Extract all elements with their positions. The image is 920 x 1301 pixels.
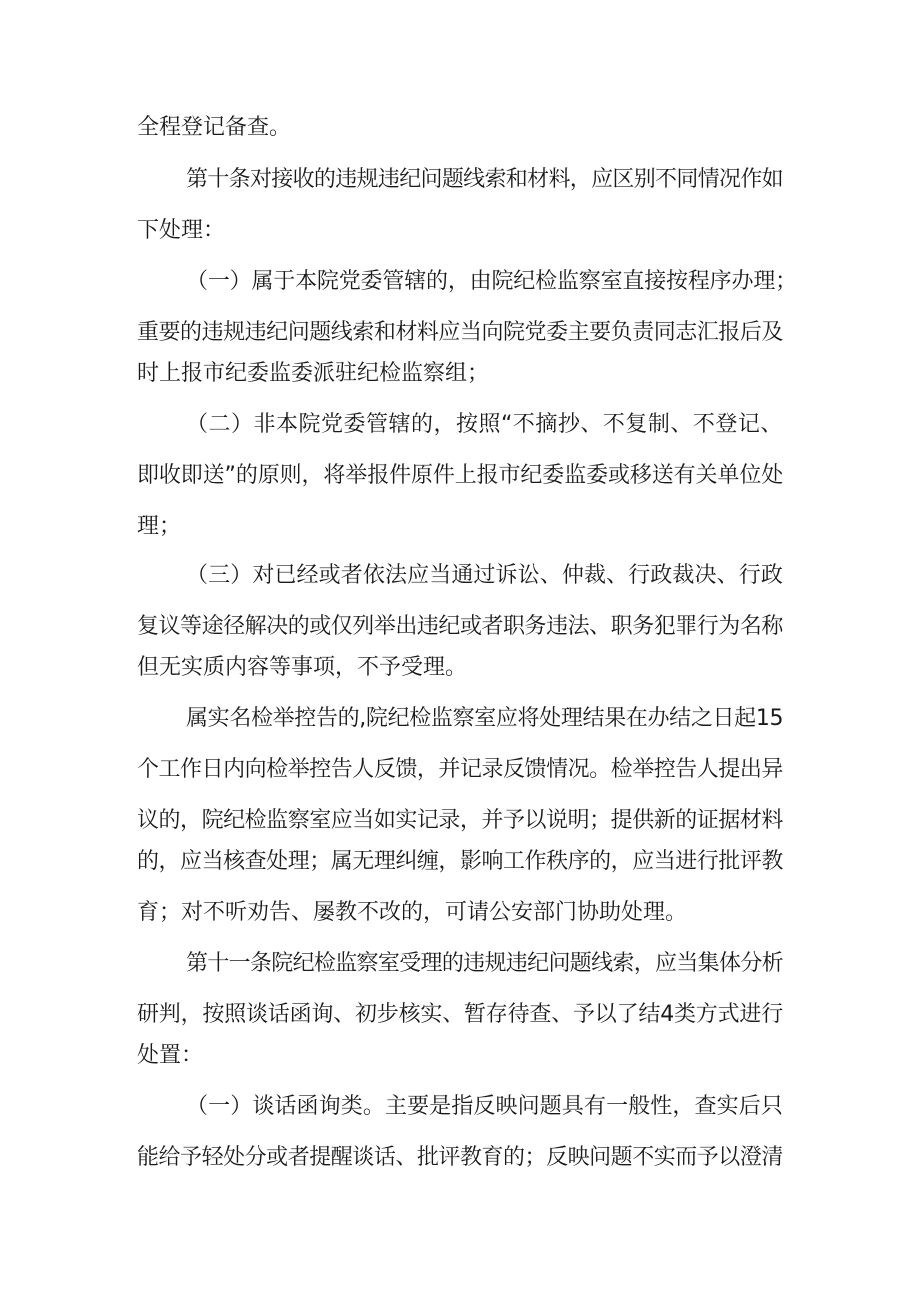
text-line: 育；对不听劝告、屡教不改的，可请公安部门协助处理。 — [137, 900, 688, 925]
text-line: （二）非本院党委管辖的，按照“不摘抄、不复制、不登记、 — [186, 412, 783, 437]
text-line: 但无实质内容等事项，不予受理。 — [137, 655, 468, 680]
text-line: 理； — [137, 514, 182, 539]
text-line: 属实名检举控告的,院纪检监察室应将处理结果在办结之日起15 — [186, 706, 784, 731]
text-line: 议的，院纪检监察室应当如实记录，并予以说明；提供新的证据材料 — [137, 808, 783, 833]
text-line: 全程登记备查。 — [137, 115, 292, 140]
text-line: 的，应当核查处理；属无理纠缠，影响工作秩序的，应当进行批评教 — [137, 849, 783, 874]
text-line: 即收即送”的原则，将举报件原件上报市纪委监委或移送有关单位处 — [137, 463, 784, 488]
text-line: 复议等途径解决的或仅列举出违纪或者职务违法、职务犯罪行为名称 — [137, 614, 783, 639]
text-line: 处置： — [137, 1043, 204, 1068]
text-line: （一）谈话函询类。主要是指反映问题具有一般性，查实后只 — [186, 1094, 783, 1119]
text-line: 研判，按照谈话函询、初步核实、暂存待查、予以了结4类方式进行 — [137, 1002, 783, 1027]
text-line: （一）属于本院党委管辖的，由院纪检监察室直接按程序办理； — [186, 269, 797, 294]
text-line: 重要的违规违纪问题线索和材料应当向院党委主要负责同志汇报后及 — [137, 320, 783, 345]
text-line: （三）对已经或者依法应当通过诉讼、仲裁、行政裁决、行政 — [186, 563, 783, 588]
text-line: 个工作日内向检举控告人反馈，并记录反馈情况。检举控告人提出异 — [137, 757, 783, 782]
text-line: 第十一条院纪检监察室受理的违规违纪问题线索，应当集体分析 — [186, 951, 783, 976]
text-line: 时上报市纪委监委派驻纪检监察组； — [137, 361, 490, 386]
text-line: 下处理： — [137, 218, 226, 243]
text-line: 能给予轻处分或者提醒谈话、批评教育的；反映问题不实而予以澄清 — [137, 1145, 783, 1170]
text-line: 第十条对接收的违规违纪问题线索和材料，应区别不同情况作如 — [186, 167, 783, 192]
